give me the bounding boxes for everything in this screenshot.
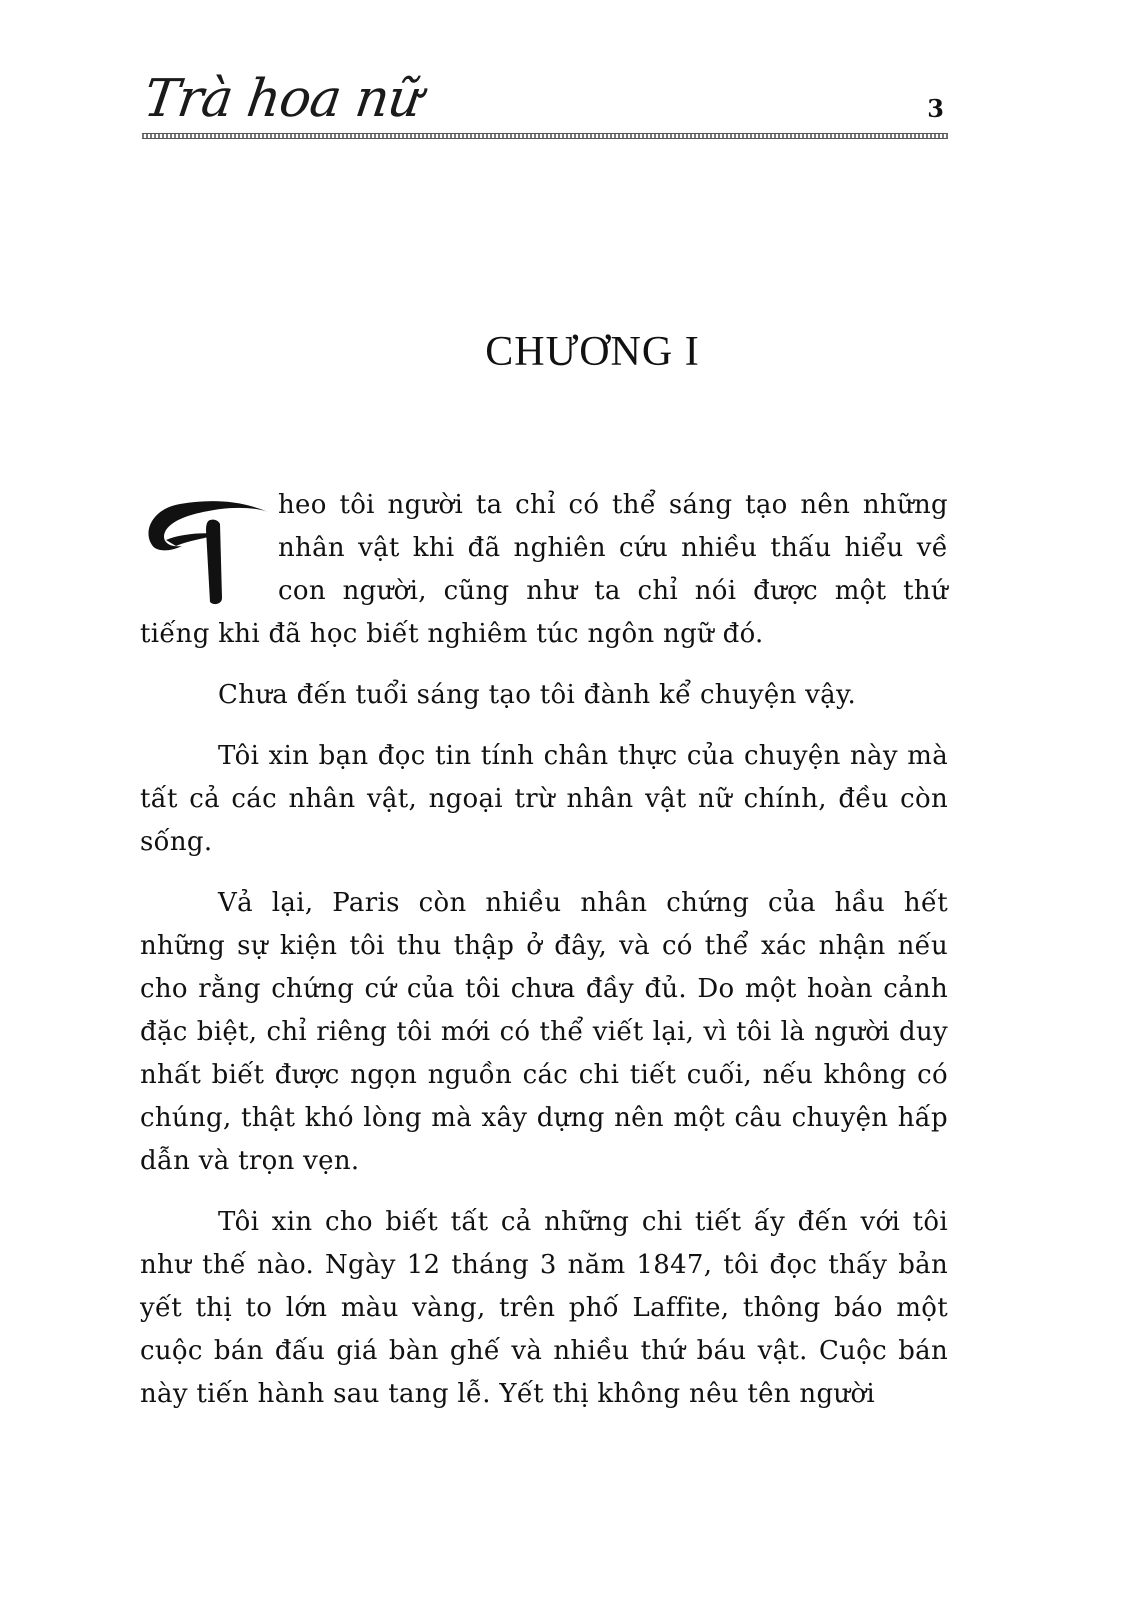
paragraph-4: Vả lại, Paris còn nhiều nhân chứng của hầu hết những sự kiện tôi thu thập ở đây, và có thể xác nhận nếu cho rằng chứng cứ của tôi chưa đầy đủ. Do một hoàn cảnh đặc biệt, chỉ riêng tôi mới có thể viết lại, vì tôi là người duy nhất biết được ngọn nguồn các chi tiết cuối, nếu không có chúng, thật khó lòng mà xây dựng nên một câu chuyện hấp dẫn và trọn vẹn. bbox=[140, 888, 948, 1176]
paragraph-2: Chưa đến tuổi sáng tạo tôi đành kể chuyện vậy. bbox=[218, 680, 857, 710]
paragraph-5: Tôi xin cho biết tất cả những chi tiết ấy đến với tôi như thế nào. Ngày 12 tháng 3 năm 1847, tôi đọc thấy bản yết thị to lớn màu vàng, trên phố Laffite, thông báo một cuộc bán đấu giá bàn ghế và nhiều thứ báu vật. Cuộc bán này tiến hành sau tang lễ. Yết thị không nêu tên người bbox=[140, 1207, 948, 1409]
dropcap-letter bbox=[140, 490, 270, 610]
paragraph-1-text: heo tôi người ta chỉ có thể sáng tạo nên những nhân vật khi đã nghiên cứu nhiều thấu hiểu về con người, cũng như ta chỉ nói được một thứ tiếng khi đã học biết nghiêm túc ngôn ngữ đó. bbox=[140, 490, 948, 649]
paragraph-3: Tôi xin bạn đọc tin tính chân thực của chuyện này mà tất cả các nhân vật, ngoại trừ nhân vật nữ chính, đều còn sống. bbox=[140, 741, 948, 857]
dropcap-t-glyph bbox=[140, 490, 270, 610]
paragraph-1 bbox=[140, 484, 948, 656]
header-divider bbox=[142, 133, 948, 139]
chapter-body bbox=[140, 484, 948, 1434]
page-number: 3 bbox=[927, 94, 944, 123]
running-header-book-title: Trà hoa nữ bbox=[140, 69, 425, 129]
chapter-title: CHƯƠNG I bbox=[485, 329, 700, 375]
running-header bbox=[140, 68, 950, 140]
